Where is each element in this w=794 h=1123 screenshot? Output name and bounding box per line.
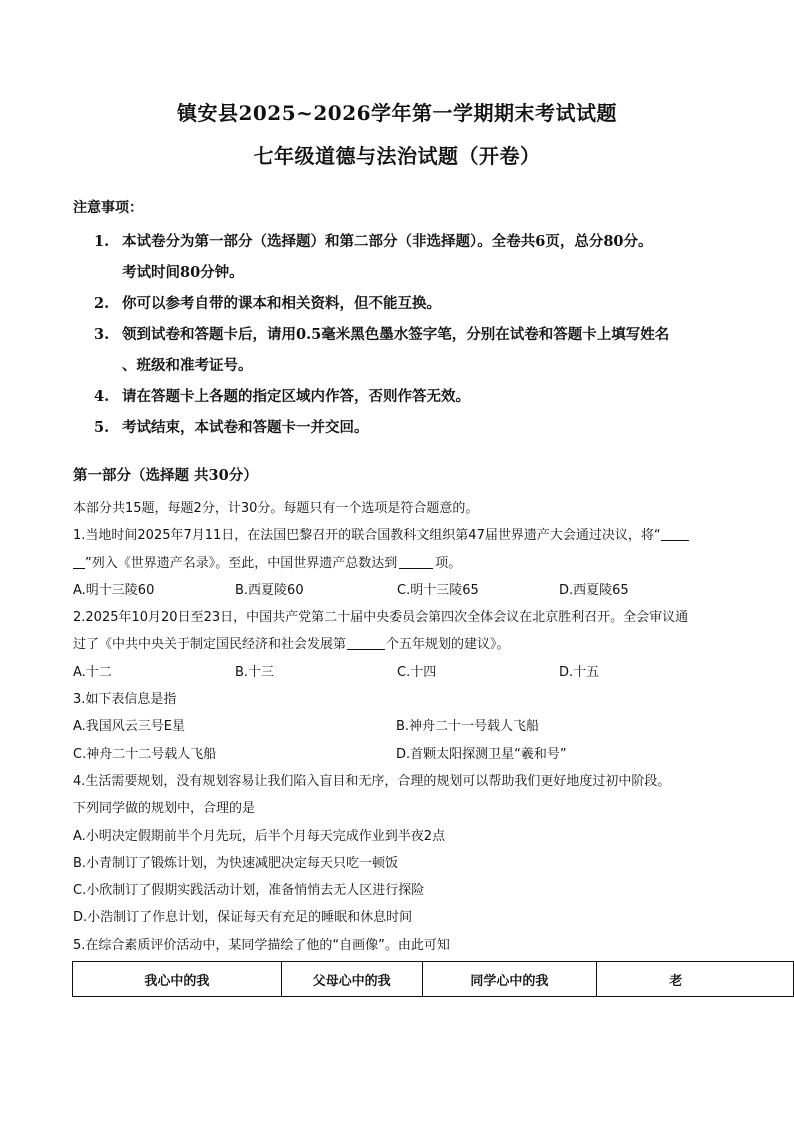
option-d[interactable]: D.首颗太阳探测卫星“羲和号” xyxy=(396,746,567,762)
question-stem-end: 个五年规划的建议》。 xyxy=(386,637,510,653)
notice-item-text-cont: 考试时间80分钟。 xyxy=(122,264,244,281)
table-header-cell: 我心中的我 xyxy=(73,962,282,997)
exam-title: 镇安县2025~2026学年第一学期期末考试试题 xyxy=(176,101,618,125)
question-area xyxy=(73,495,733,959)
option-c[interactable]: C.明十三陵65 xyxy=(397,582,479,598)
notice-item-number: 2. xyxy=(94,295,110,312)
answer-blank xyxy=(347,635,385,650)
option-c[interactable]: C.十四 xyxy=(397,664,437,680)
option-a[interactable]: A.小明决定假期前半个月先玩，后半个月每天完成作业到半夜2点 xyxy=(73,828,446,844)
option-d[interactable]: D.十五 xyxy=(559,664,600,680)
notice-item-text: 请在答题卡上各题的指定区域内作答，否则作答无效。 xyxy=(122,388,470,405)
option-b[interactable]: B.十三 xyxy=(235,664,275,680)
notice-item-text: 考试结束，本试卷和答题卡一并交回。 xyxy=(122,419,369,436)
section-intro: 本部分共15题，每题2分，计30分。每题只有一个选项是符合题意的。 xyxy=(73,501,479,516)
question-stem-end: 项。 xyxy=(435,555,462,571)
question-2-cont xyxy=(73,631,733,658)
option-a[interactable]: A.我国风云三号E星 xyxy=(73,719,186,735)
notice-item-text: 领到试卷和答题卡后，请用0.5毫米黑色墨水签字笔，分别在试卷和答题卡上填写姓名 xyxy=(122,326,670,343)
option-a[interactable]: A.明十三陵60 xyxy=(73,582,155,598)
table-header-cell: 同学心中的我 xyxy=(422,962,597,997)
notice-item-number: 5. xyxy=(94,419,110,436)
exam-subtitle: 七年级道德与法治试题（开卷） xyxy=(253,144,541,168)
question-2: 2.2025年10月20日至23日，中国共产党第二十届中央委员会第四次全体会议在北京胜利召开。全会审议通 xyxy=(73,610,689,626)
notice-item-text-cont: 、班级和准考证号。 xyxy=(122,357,253,374)
option-c[interactable]: C.小欣制订了假期实践活动计划，准备悄悄去无人区进行探险 xyxy=(73,883,425,899)
answer-blank xyxy=(661,526,689,541)
option-d[interactable]: D.小浩制订了作息计划，保证每天有充足的睡眠和休息时间 xyxy=(73,910,413,926)
question-1-cont xyxy=(73,550,733,577)
notice-item-text: 你可以参考自带的课本和相关资料，但不能互换。 xyxy=(122,295,441,312)
notice-item-text: 本试卷分为第一部分（选择题）和第二部分（非选择题）。全卷共6页，总分80分。 xyxy=(122,233,653,250)
question-4: 4.生活需要规划，没有规划容易让我们陷入盲目和无序，合理的规划可以帮助我们更好地度过初中阶段。 xyxy=(73,773,671,789)
question-3-options-row2 xyxy=(73,741,733,768)
option-d[interactable]: D.西夏陵65 xyxy=(559,582,629,598)
question-5: 5.在综合素质评价活动中，某同学描绘了他的“自画像”。由此可知 xyxy=(73,937,450,953)
notice-list xyxy=(94,226,734,443)
answer-blank xyxy=(73,554,85,569)
notice-item xyxy=(94,288,734,319)
question-3: 3.如下表信息是指 xyxy=(73,692,177,708)
notice-item-number: 1. xyxy=(94,233,110,250)
option-b[interactable]: B.神舟二十一号载人飞船 xyxy=(396,719,540,735)
question-4-cont: 下列同学做的规划中，合理的是 xyxy=(73,801,256,817)
self-portrait-table xyxy=(72,961,794,997)
question-1-options xyxy=(73,577,733,604)
notice-item xyxy=(94,319,734,381)
notice-item xyxy=(94,226,734,288)
answer-blank xyxy=(399,554,433,569)
question-stem-cont: 过了《中共中央关于制定国民经济和社会发展第 xyxy=(73,637,347,653)
question-2-options xyxy=(73,659,733,686)
question-3-options-row1 xyxy=(73,713,733,740)
table-header-cell: 父母心中的我 xyxy=(281,962,422,997)
question-stem-cont: ”列入《世界遗产名录》。至此，中国世界遗产总数达到 xyxy=(85,555,398,571)
section-heading: 第一部分（选择题 共30分） xyxy=(73,467,258,484)
question-1 xyxy=(73,522,733,549)
notice-item xyxy=(94,412,734,443)
notice-item-number: 4. xyxy=(94,388,110,405)
option-b[interactable]: B.西夏陵60 xyxy=(235,582,304,598)
table-row xyxy=(73,962,794,997)
question-stem: 1.当地时间2025年7月11日，在法国巴黎召开的联合国教科文组织第47届世界遗产大会通过决议，将“ xyxy=(73,528,661,544)
notice-item-number: 3. xyxy=(94,326,110,343)
table-header-cell: 老 xyxy=(597,962,794,997)
notice-heading: 注意事项： xyxy=(73,200,143,216)
option-c[interactable]: C.神舟二十二号载人飞船 xyxy=(73,746,217,762)
notice-item xyxy=(94,381,734,412)
option-b[interactable]: B.小青制订了锻炼计划，为快速减肥决定每天只吃一顿饭 xyxy=(73,855,399,871)
option-a[interactable]: A.十二 xyxy=(73,664,112,680)
